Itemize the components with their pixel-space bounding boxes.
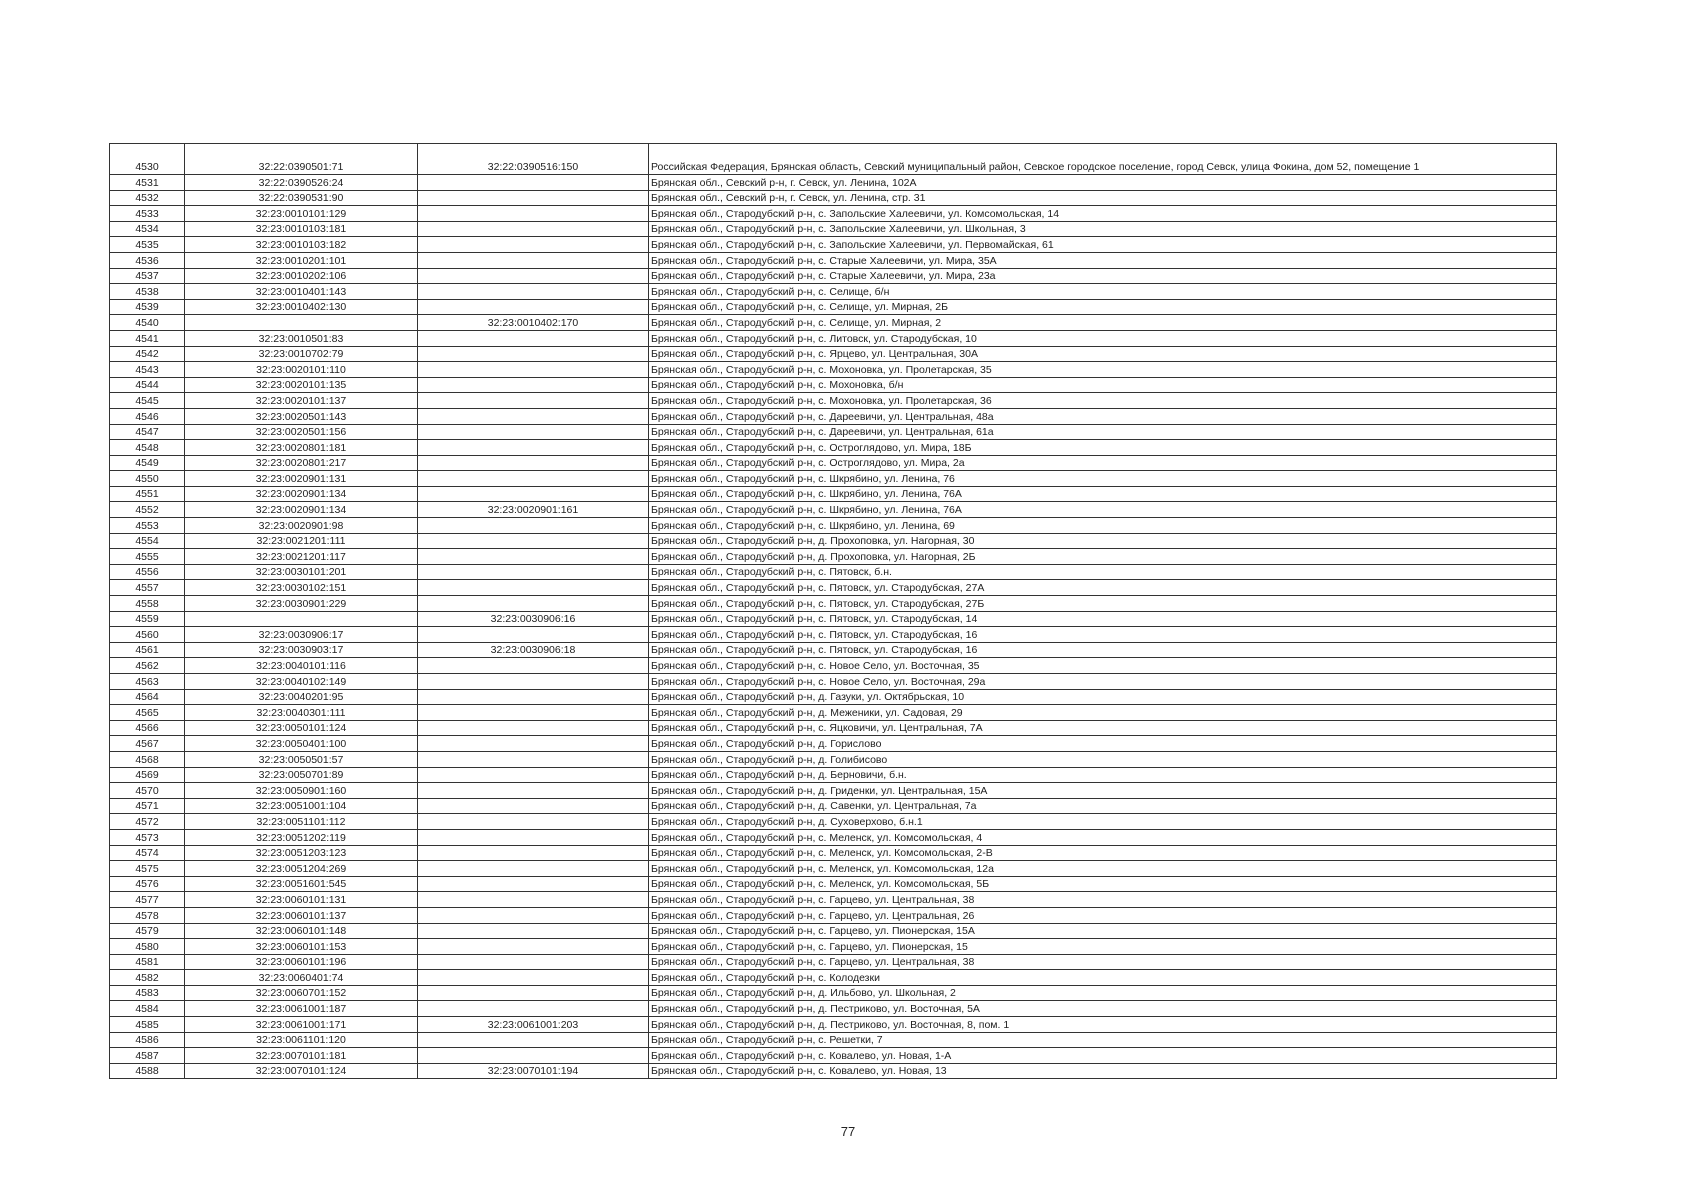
premises-number-cell (418, 907, 649, 923)
table-row (110, 720, 1557, 736)
cadastral-number-cell: 32:23:0010702:79 (185, 346, 418, 362)
cadastral-number-cell: 32:23:0051204:269 (185, 861, 418, 877)
address-cell: Брянская обл., Стародубский р-н, д. Гриденки, ул. Центральная, 15А (649, 783, 1557, 799)
table-row (110, 471, 1557, 487)
address-cell: Брянская обл., Стародубский р-н, с. Гарцево, ул. Пионерская, 15А (649, 923, 1557, 939)
premises-number-cell (418, 424, 649, 440)
row-number-cell: 4543 (110, 362, 185, 378)
table-row (110, 705, 1557, 721)
address-cell: Брянская обл., Стародубский р-н, с. Шкрябино, ул. Ленина, 76 (649, 471, 1557, 487)
address-cell: Брянская обл., Стародубский р-н, с. Остроглядово, ул. Мира, 18Б (649, 440, 1557, 456)
premises-number-cell (418, 689, 649, 705)
cadastral-number-cell: 32:23:0060701:152 (185, 985, 418, 1001)
row-number-cell: 4552 (110, 502, 185, 518)
address-cell: Брянская обл., Стародубский р-н, с. Пятовск, ул. Стародубская, 16 (649, 627, 1557, 643)
premises-number-cell (418, 814, 649, 830)
premises-number-cell (418, 751, 649, 767)
table-row (110, 564, 1557, 580)
row-number-cell: 4560 (110, 627, 185, 643)
row-number-cell: 4553 (110, 518, 185, 534)
cadastral-number-cell: 32:23:0040101:116 (185, 658, 418, 674)
address-cell: Брянская обл., Стародубский р-н, с. Решетки, 7 (649, 1032, 1557, 1048)
address-cell: Брянская обл., Стародубский р-н, с. Пятовск, ул. Стародубская, 27Б (649, 596, 1557, 612)
row-number-cell: 4581 (110, 954, 185, 970)
table-row (110, 1032, 1557, 1048)
premises-number-cell (418, 627, 649, 643)
address-cell: Брянская обл., Стародубский р-н, с. Гарцево, ул. Центральная, 38 (649, 892, 1557, 908)
address-cell: Брянская обл., Стародубский р-н, с. Дареевичи, ул. Центральная, 48а (649, 408, 1557, 424)
cadastral-number-cell: 32:23:0010401:143 (185, 284, 418, 300)
cadastral-number-cell: 32:23:0010402:130 (185, 299, 418, 315)
table-row (110, 1048, 1557, 1064)
premises-number-cell (418, 674, 649, 690)
cadastral-number-cell: 32:23:0030906:17 (185, 627, 418, 643)
table-row (110, 486, 1557, 502)
address-cell: Брянская обл., Стародубский р-н, с. Меленск, ул. Комсомольская, 12а (649, 861, 1557, 877)
cadastral-number-cell: 32:23:0040102:149 (185, 674, 418, 690)
premises-number-cell (418, 892, 649, 908)
cadastral-number-cell: 32:23:0051203:123 (185, 845, 418, 861)
address-cell: Брянская обл., Стародубский р-н, с. Старые Халеевичи, ул. Мира, 23а (649, 268, 1557, 284)
row-number-cell: 4576 (110, 876, 185, 892)
premises-number-cell (418, 861, 649, 877)
cadastral-number-cell: 32:23:0070101:124 (185, 1063, 418, 1079)
row-number-cell: 4541 (110, 330, 185, 346)
table-row (110, 424, 1557, 440)
table-row (110, 783, 1557, 799)
premises-number-cell (418, 237, 649, 253)
address-cell: Брянская обл., Стародубский р-н, с. Пятовск, ул. Стародубская, 16 (649, 642, 1557, 658)
cadastral-number-cell: 32:23:0050901:160 (185, 783, 418, 799)
row-number-cell: 4530 (110, 144, 185, 175)
premises-number-cell (418, 1032, 649, 1048)
premises-number-cell (418, 923, 649, 939)
premises-number-cell (418, 658, 649, 674)
premises-number-cell (418, 939, 649, 955)
row-number-cell: 4561 (110, 642, 185, 658)
address-cell: Брянская обл., Стародубский р-н, с. Пятовск, б.н. (649, 564, 1557, 580)
row-number-cell: 4538 (110, 284, 185, 300)
cadastral-number-cell: 32:23:0020801:181 (185, 440, 418, 456)
premises-number-cell (418, 954, 649, 970)
cadastral-number-cell: 32:23:0051202:119 (185, 829, 418, 845)
row-number-cell: 4539 (110, 299, 185, 315)
cadastral-number-cell: 32:23:0060101:131 (185, 892, 418, 908)
row-number-cell: 4559 (110, 611, 185, 627)
cadastral-number-cell: 32:23:0030903:17 (185, 642, 418, 658)
address-cell: Брянская обл., Стародубский р-н, с. Запольские Халеевичи, ул. Школьная, 3 (649, 221, 1557, 237)
cadastral-number-cell: 32:23:0060101:153 (185, 939, 418, 955)
premises-number-cell (418, 876, 649, 892)
row-number-cell: 4554 (110, 533, 185, 549)
property-table (109, 143, 1557, 1079)
row-number-cell: 4544 (110, 377, 185, 393)
premises-number-cell: 32:23:0030906:16 (418, 611, 649, 627)
table-row (110, 596, 1557, 612)
row-number-cell: 4566 (110, 720, 185, 736)
row-number-cell: 4582 (110, 970, 185, 986)
premises-number-cell (418, 829, 649, 845)
cadastral-number-cell: 32:23:0050401:100 (185, 736, 418, 752)
cadastral-number-cell: 32:23:0030101:201 (185, 564, 418, 580)
cadastral-number-cell: 32:23:0060101:196 (185, 954, 418, 970)
row-number-cell: 4580 (110, 939, 185, 955)
cadastral-number-cell: 32:23:0060101:148 (185, 923, 418, 939)
row-number-cell: 4532 (110, 190, 185, 206)
table-row (110, 330, 1557, 346)
row-number-cell: 4572 (110, 814, 185, 830)
address-cell: Брянская обл., Стародубский р-н, с. Мохоновка, ул. Пролетарская, 36 (649, 393, 1557, 409)
row-number-cell: 4551 (110, 486, 185, 502)
row-number-cell: 4556 (110, 564, 185, 580)
address-cell: Брянская обл., Стародубский р-н, с. Пятовск, ул. Стародубская, 14 (649, 611, 1557, 627)
address-cell: Брянская обл., Стародубский р-н, с. Старые Халеевичи, ул. Мира, 35А (649, 252, 1557, 268)
cadastral-number-cell: 32:23:0040301:111 (185, 705, 418, 721)
table-row (110, 845, 1557, 861)
row-number-cell: 4570 (110, 783, 185, 799)
table-row (110, 377, 1557, 393)
row-number-cell: 4548 (110, 440, 185, 456)
cadastral-number-cell: 32:23:0020501:156 (185, 424, 418, 440)
row-number-cell: 4586 (110, 1032, 185, 1048)
table-row (110, 206, 1557, 222)
table-row (110, 190, 1557, 206)
address-cell: Брянская обл., Стародубский р-н, д. Берновичи, б.н. (649, 767, 1557, 783)
table-row (110, 829, 1557, 845)
cadastral-number-cell (185, 611, 418, 627)
cadastral-number-cell: 32:23:0020901:131 (185, 471, 418, 487)
row-number-cell: 4567 (110, 736, 185, 752)
table-row (110, 393, 1557, 409)
table-row (110, 252, 1557, 268)
premises-number-cell (418, 518, 649, 534)
address-cell: Брянская обл., Стародубский р-н, с. Ковалево, ул. Новая, 1-А (649, 1048, 1557, 1064)
table-row (110, 861, 1557, 877)
table-row (110, 144, 1557, 175)
address-cell: Брянская обл., Стародубский р-н, д. Пестриково, ул. Восточная, 8, пом. 1 (649, 1017, 1557, 1033)
table-row (110, 892, 1557, 908)
row-number-cell: 4579 (110, 923, 185, 939)
address-cell: Брянская обл., Стародубский р-н, с. Меленск, ул. Комсомольская, 2-В (649, 845, 1557, 861)
premises-number-cell: 32:22:0390516:150 (418, 144, 649, 175)
address-cell: Брянская обл., Стародубский р-н, с. Остроглядово, ул. Мира, 2а (649, 455, 1557, 471)
premises-number-cell (418, 767, 649, 783)
row-number-cell: 4546 (110, 408, 185, 424)
address-cell: Брянская обл., Стародубский р-н, с. Шкрябино, ул. Ленина, 69 (649, 518, 1557, 534)
table-row (110, 970, 1557, 986)
row-number-cell: 4585 (110, 1017, 185, 1033)
cadastral-number-cell: 32:23:0010501:83 (185, 330, 418, 346)
row-number-cell: 4534 (110, 221, 185, 237)
premises-number-cell (418, 1048, 649, 1064)
premises-number-cell (418, 580, 649, 596)
cadastral-number-cell: 32:23:0050101:124 (185, 720, 418, 736)
row-number-cell: 4583 (110, 985, 185, 1001)
cadastral-number-cell: 32:23:0040201:95 (185, 689, 418, 705)
address-cell: Брянская обл., Стародубский р-н, с. Пятовск, ул. Стародубская, 27А (649, 580, 1557, 596)
table-row (110, 362, 1557, 378)
row-number-cell: 4535 (110, 237, 185, 253)
address-cell: Брянская обл., Севский р-н, г. Севск, ул. Ленина, 102А (649, 175, 1557, 191)
premises-number-cell (418, 783, 649, 799)
address-cell: Брянская обл., Стародубский р-н, д. Горислово (649, 736, 1557, 752)
cadastral-number-cell: 32:23:0020501:143 (185, 408, 418, 424)
premises-number-cell (418, 486, 649, 502)
row-number-cell: 4531 (110, 175, 185, 191)
address-cell: Брянская обл., Стародубский р-н, с. Колодезки (649, 970, 1557, 986)
row-number-cell: 4587 (110, 1048, 185, 1064)
cadastral-number-cell: 32:23:0020101:135 (185, 377, 418, 393)
cadastral-number-cell: 32:23:0021201:117 (185, 549, 418, 565)
premises-number-cell (418, 1001, 649, 1017)
table-row (110, 674, 1557, 690)
premises-number-cell (418, 736, 649, 752)
row-number-cell: 4555 (110, 549, 185, 565)
cadastral-number-cell: 32:23:0020901:134 (185, 486, 418, 502)
table-row (110, 549, 1557, 565)
premises-number-cell (418, 440, 649, 456)
premises-number-cell: 32:23:0070101:194 (418, 1063, 649, 1079)
table-row (110, 767, 1557, 783)
cadastral-number-cell: 32:23:0020801:217 (185, 455, 418, 471)
cadastral-number-cell: 32:23:0020901:98 (185, 518, 418, 534)
table-row (110, 642, 1557, 658)
row-number-cell: 4573 (110, 829, 185, 845)
address-cell: Брянская обл., Стародубский р-н, д. Савенки, ул. Центральная, 7а (649, 798, 1557, 814)
premises-number-cell (418, 720, 649, 736)
address-cell: Брянская обл., Стародубский р-н, с. Ярцево, ул. Центральная, 30А (649, 346, 1557, 362)
table-row (110, 518, 1557, 534)
address-cell: Брянская обл., Стародубский р-н, д. Суховерхово, б.н.1 (649, 814, 1557, 830)
table-row (110, 611, 1557, 627)
cadastral-number-cell: 32:23:0010101:129 (185, 206, 418, 222)
cadastral-number-cell: 32:23:0051001:104 (185, 798, 418, 814)
address-cell: Брянская обл., Севский р-н, г. Севск, ул. Ленина, стр. 31 (649, 190, 1557, 206)
cadastral-number-cell: 32:23:0010103:182 (185, 237, 418, 253)
address-cell: Брянская обл., Стародубский р-н, с. Гарцево, ул. Пионерская, 15 (649, 939, 1557, 955)
address-cell: Брянская обл., Стародубский р-н, с. Ковалево, ул. Новая, 13 (649, 1063, 1557, 1079)
table-row (110, 627, 1557, 643)
premises-number-cell (418, 284, 649, 300)
address-cell: Брянская обл., Стародубский р-н, с. Мохоновка, б/н (649, 377, 1557, 393)
premises-number-cell (418, 190, 649, 206)
address-cell: Брянская обл., Стародубский р-н, с. Меленск, ул. Комсомольская, 4 (649, 829, 1557, 845)
cadastral-number-cell (185, 315, 418, 331)
table-row (110, 658, 1557, 674)
cadastral-number-cell: 32:23:0051101:112 (185, 814, 418, 830)
premises-number-cell (418, 455, 649, 471)
table-row (110, 736, 1557, 752)
cadastral-number-cell: 32:23:0051601:545 (185, 876, 418, 892)
row-number-cell: 4588 (110, 1063, 185, 1079)
cadastral-number-cell: 32:23:0010103:181 (185, 221, 418, 237)
row-number-cell: 4565 (110, 705, 185, 721)
address-cell: Брянская обл., Стародубский р-н, с. Гарцево, ул. Центральная, 26 (649, 907, 1557, 923)
table-row (110, 284, 1557, 300)
premises-number-cell (418, 346, 649, 362)
row-number-cell: 4547 (110, 424, 185, 440)
premises-number-cell (418, 471, 649, 487)
cadastral-number-cell: 32:23:0010202:106 (185, 268, 418, 284)
table-row (110, 221, 1557, 237)
table-row (110, 939, 1557, 955)
premises-number-cell (418, 798, 649, 814)
premises-number-cell (418, 596, 649, 612)
row-number-cell: 4569 (110, 767, 185, 783)
address-cell: Брянская обл., Стародубский р-н, с. Новое Село, ул. Восточная, 35 (649, 658, 1557, 674)
premises-number-cell (418, 221, 649, 237)
cadastral-number-cell: 32:22:0390531:90 (185, 190, 418, 206)
address-cell: Брянская обл., Стародубский р-н, д. Прохоповка, ул. Нагорная, 2Б (649, 549, 1557, 565)
cadastral-number-cell: 32:23:0030901:229 (185, 596, 418, 612)
table-row (110, 268, 1557, 284)
table-row (110, 985, 1557, 1001)
row-number-cell: 4533 (110, 206, 185, 222)
premises-number-cell (418, 970, 649, 986)
table-row (110, 175, 1557, 191)
premises-number-cell (418, 299, 649, 315)
row-number-cell: 4574 (110, 845, 185, 861)
address-cell: Брянская обл., Стародубский р-н, д. Голибисово (649, 751, 1557, 767)
cadastral-number-cell: 32:23:0010201:101 (185, 252, 418, 268)
row-number-cell: 4568 (110, 751, 185, 767)
address-cell: Брянская обл., Стародубский р-н, с. Селище, ул. Мирная, 2Б (649, 299, 1557, 315)
premises-number-cell: 32:23:0010402:170 (418, 315, 649, 331)
address-cell: Брянская обл., Стародубский р-н, с. Селище, б/н (649, 284, 1557, 300)
address-cell: Брянская обл., Стародубский р-н, с. Селище, ул. Мирная, 2 (649, 315, 1557, 331)
premises-number-cell (418, 330, 649, 346)
table-row (110, 346, 1557, 362)
cadastral-number-cell: 32:23:0061001:171 (185, 1017, 418, 1033)
address-cell: Брянская обл., Стародубский р-н, с. Запольские Халеевичи, ул. Комсомольская, 14 (649, 206, 1557, 222)
page-number: 77 (840, 1124, 856, 1139)
table-row (110, 814, 1557, 830)
cadastral-number-cell: 32:23:0020901:134 (185, 502, 418, 518)
row-number-cell: 4540 (110, 315, 185, 331)
cadastral-number-cell: 32:23:0050701:89 (185, 767, 418, 783)
cadastral-number-cell: 32:23:0070101:181 (185, 1048, 418, 1064)
address-cell: Брянская обл., Стародубский р-н, д. Пестриково, ул. Восточная, 5А (649, 1001, 1557, 1017)
cadastral-number-cell: 32:23:0021201:111 (185, 533, 418, 549)
address-cell: Брянская обл., Стародубский р-н, д. Газуки, ул. Октябрьская, 10 (649, 689, 1557, 705)
table-row (110, 440, 1557, 456)
row-number-cell: 4577 (110, 892, 185, 908)
table-row (110, 315, 1557, 331)
table-row (110, 689, 1557, 705)
premises-number-cell (418, 393, 649, 409)
table-row (110, 876, 1557, 892)
table-row (110, 954, 1557, 970)
table-row (110, 299, 1557, 315)
row-number-cell: 4578 (110, 907, 185, 923)
cadastral-number-cell: 32:23:0050501:57 (185, 751, 418, 767)
premises-number-cell (418, 564, 649, 580)
property-table-body (110, 144, 1557, 1079)
table-row (110, 455, 1557, 471)
cadastral-number-cell: 32:23:0020101:137 (185, 393, 418, 409)
row-number-cell: 4575 (110, 861, 185, 877)
cadastral-number-cell: 32:23:0030102:151 (185, 580, 418, 596)
table-row (110, 798, 1557, 814)
table-row (110, 907, 1557, 923)
table-row (110, 580, 1557, 596)
premises-number-cell (418, 206, 649, 222)
row-number-cell: 4563 (110, 674, 185, 690)
cadastral-number-cell: 32:22:0390526:24 (185, 175, 418, 191)
premises-number-cell (418, 377, 649, 393)
table-row (110, 1017, 1557, 1033)
table-row (110, 923, 1557, 939)
address-cell: Брянская обл., Стародубский р-н, с. Яцковичи, ул. Центральная, 7А (649, 720, 1557, 736)
premises-number-cell (418, 252, 649, 268)
row-number-cell: 4537 (110, 268, 185, 284)
address-cell: Брянская обл., Стародубский р-н, д. Меженики, ул. Садовая, 29 (649, 705, 1557, 721)
cadastral-number-cell: 32:23:0020101:110 (185, 362, 418, 378)
table-row (110, 533, 1557, 549)
row-number-cell: 4558 (110, 596, 185, 612)
premises-number-cell (418, 268, 649, 284)
address-cell: Брянская обл., Стародубский р-н, с. Гарцево, ул. Центральная, 38 (649, 954, 1557, 970)
cadastral-number-cell: 32:23:0060401:74 (185, 970, 418, 986)
premises-number-cell (418, 549, 649, 565)
premises-number-cell (418, 845, 649, 861)
address-cell: Брянская обл., Стародубский р-н, с. Литовск, ул. Стародубская, 10 (649, 330, 1557, 346)
premises-number-cell: 32:23:0020901:161 (418, 502, 649, 518)
address-cell: Брянская обл., Стародубский р-н, с. Шкрябино, ул. Ленина, 76А (649, 502, 1557, 518)
address-cell: Брянская обл., Стародубский р-н, с. Мохоновка, ул. Пролетарская, 35 (649, 362, 1557, 378)
address-cell: Брянская обл., Стародубский р-н, с. Новое Село, ул. Восточная, 29а (649, 674, 1557, 690)
premises-number-cell: 32:23:0061001:203 (418, 1017, 649, 1033)
premises-number-cell (418, 985, 649, 1001)
row-number-cell: 4564 (110, 689, 185, 705)
table-row (110, 408, 1557, 424)
premises-number-cell (418, 408, 649, 424)
premises-number-cell (418, 362, 649, 378)
address-cell: Брянская обл., Стародубский р-н, д. Ильбово, ул. Школьная, 2 (649, 985, 1557, 1001)
row-number-cell: 4584 (110, 1001, 185, 1017)
address-cell: Российская Федерация, Брянская область, Севский муниципальный район, Севское городское поселение, город Севск, улица Фокина, дом 52, помещение 1 (649, 144, 1557, 175)
cadastral-number-cell: 32:23:0061001:187 (185, 1001, 418, 1017)
table-row (110, 1063, 1557, 1079)
row-number-cell: 4557 (110, 580, 185, 596)
row-number-cell: 4542 (110, 346, 185, 362)
premises-number-cell: 32:23:0030906:18 (418, 642, 649, 658)
address-cell: Брянская обл., Стародубский р-н, д. Прохоповка, ул. Нагорная, 30 (649, 533, 1557, 549)
table-row (110, 1001, 1557, 1017)
row-number-cell: 4562 (110, 658, 185, 674)
address-cell: Брянская обл., Стародубский р-н, с. Дареевичи, ул. Центральная, 61а (649, 424, 1557, 440)
premises-number-cell (418, 705, 649, 721)
cadastral-number-cell: 32:23:0060101:137 (185, 907, 418, 923)
premises-number-cell (418, 533, 649, 549)
table-row (110, 751, 1557, 767)
table-row (110, 237, 1557, 253)
row-number-cell: 4550 (110, 471, 185, 487)
address-cell: Брянская обл., Стародубский р-н, с. Шкрябино, ул. Ленина, 76А (649, 486, 1557, 502)
cadastral-number-cell: 32:23:0061101:120 (185, 1032, 418, 1048)
row-number-cell: 4545 (110, 393, 185, 409)
table-row (110, 502, 1557, 518)
row-number-cell: 4549 (110, 455, 185, 471)
address-cell: Брянская обл., Стародубский р-н, с. Меленск, ул. Комсомольская, 5Б (649, 876, 1557, 892)
row-number-cell: 4536 (110, 252, 185, 268)
cadastral-number-cell: 32:22:0390501:71 (185, 144, 418, 175)
premises-number-cell (418, 175, 649, 191)
row-number-cell: 4571 (110, 798, 185, 814)
address-cell: Брянская обл., Стародубский р-н, с. Запольские Халеевичи, ул. Первомайская, 61 (649, 237, 1557, 253)
